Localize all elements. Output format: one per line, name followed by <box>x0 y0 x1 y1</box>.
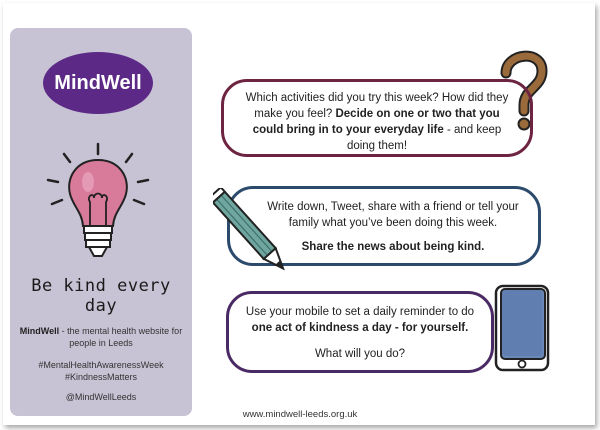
mindwell-logo <box>43 52 153 114</box>
mobile-question: What will you do? <box>314 348 406 360</box>
mobile-instruction: Use your mobile to set a daily reminder to do <box>245 306 475 318</box>
about-text <box>10 325 192 349</box>
logo-text: MindWell <box>54 71 142 94</box>
about-brand: MindWell <box>19 326 60 336</box>
tagline: Be kind every day <box>31 276 171 316</box>
speech-bubble-activities <box>221 79 533 157</box>
hashtag-kindness-matters: #KindnessMatters <box>64 372 138 382</box>
about-description: - the mental health website for people in Leeds <box>59 326 183 348</box>
activities-question: Which activities did you try this week? How did they make you feel? <box>245 92 509 120</box>
hashtag-awareness-week: #MentalHealthAwarenessWeek <box>38 360 164 370</box>
website-url: www.mindwell-leeds.org.uk <box>242 409 358 420</box>
mobile-emphasis: one act of kindness a day - for yourself. <box>251 322 469 334</box>
lightbulb-icon <box>42 142 154 260</box>
activities-tail: - and keep doing them! <box>346 124 502 152</box>
share-emphasis: Share the news about being kind. <box>301 241 485 253</box>
mobile-phone-icon <box>492 280 552 374</box>
pencil-icon <box>213 188 293 282</box>
share-instruction: Write down, Tweet, share with a friend or tell your family what you’ve been doing this week. <box>267 201 519 229</box>
twitter-handle: @MindWellLeeds <box>65 392 137 402</box>
activities-emphasis: Decide on one or two that you could bring in to your everyday life <box>252 108 500 136</box>
speech-bubble-mobile <box>226 291 494 373</box>
